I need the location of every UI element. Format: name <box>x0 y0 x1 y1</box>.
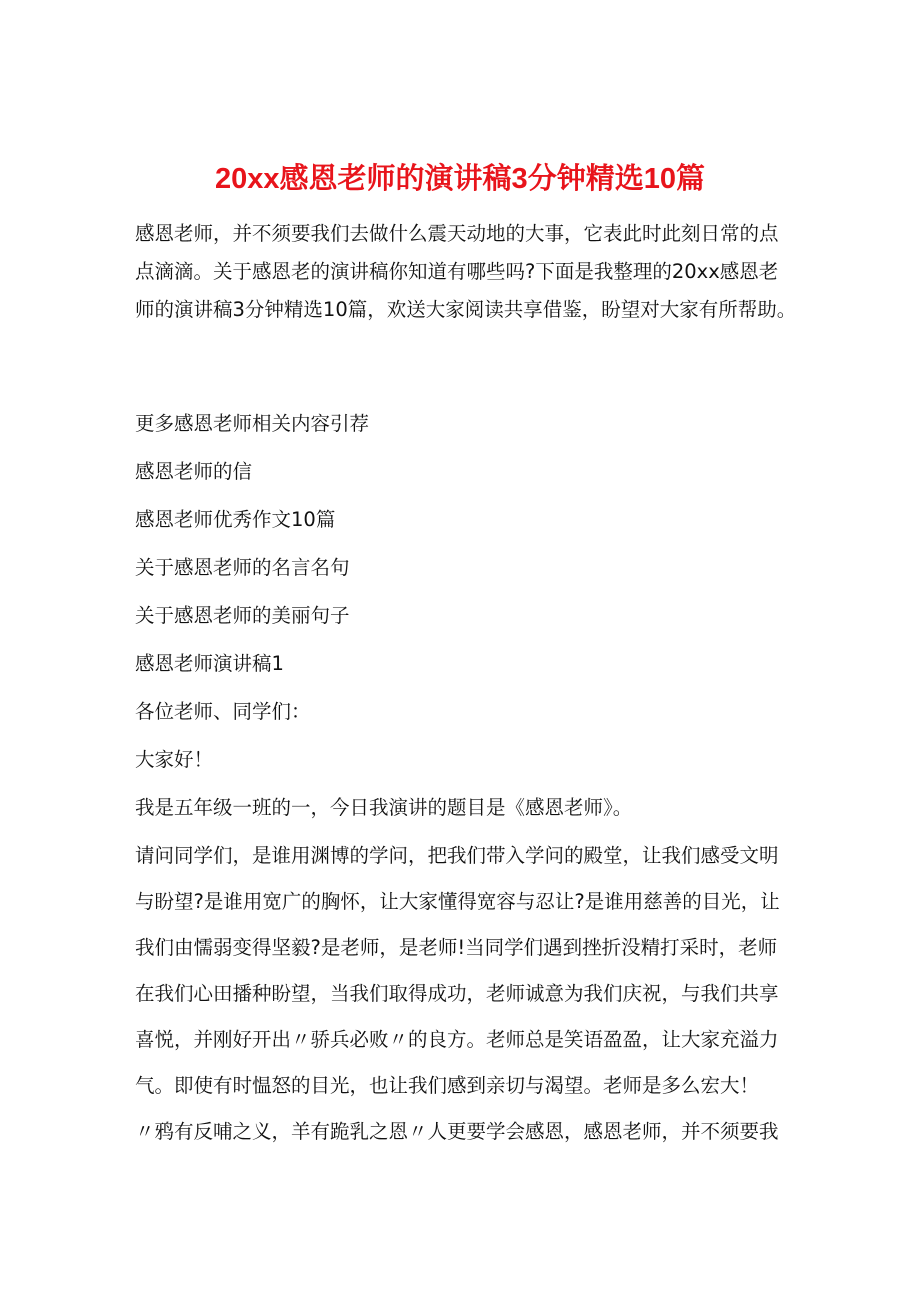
document-title: 20xx感恩老师的演讲稿3分钟精选10篇 <box>215 163 705 196</box>
speech-line: 在我们心田播种盼望，当我们取得成功，老师诚意为我们庆祝，与我们共享 <box>135 982 779 1005</box>
related-item: 关于感恩老师的美丽句子 <box>135 604 350 627</box>
speech-line: 我是五年级一班的一，今日我演讲的题目是《感恩老师》。 <box>135 796 633 819</box>
greeting-line: 大家好！ <box>135 748 214 771</box>
intro-line: 点滴滴。关于感恩老的演讲稿你知道有哪些吗?下面是我整理的20xx感恩老 <box>135 260 779 283</box>
intro-paragraph <box>135 215 795 329</box>
speech-line: 我们由懦弱变得坚毅?是老师，是老师!当同学们遇到挫折没精打采时，老师 <box>135 936 778 959</box>
related-item: 感恩老师的信 <box>135 460 253 483</box>
intro-line: 感恩老师，并不须要我们去做什么震天动地的大事，它表此时此刻日常的点 <box>135 222 779 245</box>
related-content-heading: 更多感恩老师相关内容引荐 <box>135 412 370 435</box>
speech-paragraph <box>135 840 795 1162</box>
intro-line: 师的演讲稿3分钟精选10篇，欢送大家阅读共享借鉴，盼望对大家有所帮助。 <box>135 298 797 321</box>
speech-line: 与盼望?是谁用宽广的胸怀，让大家懂得宽容与忍让?是谁用慈善的目光，让 <box>135 890 780 913</box>
speech-line: 喜悦，并刚好开出〃骄兵必败〃的良方。老师总是笑语盈盈，让大家充溢力 <box>135 1028 779 1051</box>
related-item: 感恩老师优秀作文10篇 <box>135 508 336 531</box>
speech-line: 气。即使有时愠怒的目光，也让我们感到亲切与渴望。老师是多么宏大！ <box>135 1074 760 1097</box>
speech-line: 请问同学们，是谁用渊博的学问，把我们带入学问的殿堂，让我们感受文明 <box>135 844 779 867</box>
content-lines <box>135 408 795 840</box>
related-item: 关于感恩老师的名言名句 <box>135 556 350 579</box>
speech-line: 〃鸦有反哺之义，羊有跪乳之恩〃人更要学会感恩，感恩老师，并不须要我 <box>135 1120 779 1143</box>
section-heading: 感恩老师演讲稿1 <box>135 652 284 675</box>
greeting-line: 各位老师、同学们： <box>135 700 311 723</box>
